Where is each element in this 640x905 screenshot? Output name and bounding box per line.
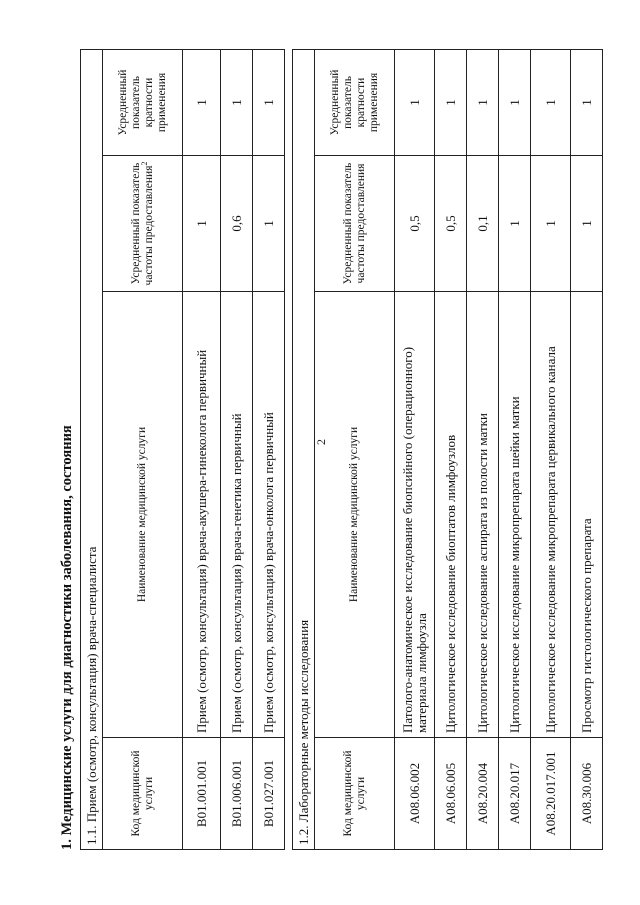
section-heading: 1. Медицинские услуги для диагностики заболевания, состояния [59,425,75,850]
multiplicity-value: 1 [183,49,221,155]
service-name: Прием (осмотр, консультация) врача-онколога первичный [253,292,285,738]
footnote-mark: 2 [139,161,149,166]
page-number: 2 [314,439,328,445]
table-row [221,49,253,849]
table-row [499,49,531,849]
service-code: B01.027.001 [253,738,285,850]
table-row [253,49,285,849]
header-code: Код медицинской услуги [315,738,395,850]
multiplicity-value: 1 [221,49,253,155]
service-name: Цитологическое исследование биоптатов лимфоузлов [435,292,467,738]
header-name: Наименование медицинской услуги [315,292,395,738]
service-name: Просмотр гистологического препарата [571,292,603,738]
table-consultations [80,49,285,850]
frequency-value: 0,5 [435,156,467,292]
header-frequency: Усредненный показатель частоты предоставления [315,156,395,292]
document-sheet [56,50,596,850]
service-code: A08.30.006 [571,738,603,850]
frequency-value: 1 [183,156,221,292]
header-multiplicity: Усредненный показатель кратности применения [315,49,395,155]
frequency-value: 1 [253,156,285,292]
table-row [435,49,467,849]
service-name: Прием (осмотр, консультация) врача-акушера-гинеколога первичный [183,292,221,738]
multiplicity-value: 1 [253,49,285,155]
frequency-value: 0,5 [395,156,435,292]
frequency-value: 1 [499,156,531,292]
service-code: B01.001.001 [183,738,221,850]
multiplicity-value: 1 [531,49,571,155]
header-frequency [103,156,183,292]
service-name: Патолого-анатомическое исследование биопсийного (операционного) материала лимфоузла [395,292,435,738]
service-code: A08.20.017.001 [531,738,571,850]
service-code: B01.006.001 [221,738,253,850]
multiplicity-value: 1 [571,49,603,155]
table-header-row [103,49,183,849]
service-name: Цитологическое исследование аспирата из полости матки [467,292,499,738]
service-code: A08.06.002 [395,738,435,850]
service-code: A08.20.004 [467,738,499,850]
table-laboratory [292,49,603,850]
header-frequency-text: Усредненный показатель частоты предоставления [129,162,155,286]
table-subtitle: 1.1. Прием (осмотр, консультация) врача-специалиста [81,49,103,849]
service-code: A08.20.017 [499,738,531,850]
table-row [395,49,435,849]
header-multiplicity: Усредненный показатель кратности применения [103,49,183,155]
table-header-row [315,49,395,849]
table-row [183,49,221,849]
header-code: Код медицинской услуги [103,738,183,850]
multiplicity-value: 1 [499,49,531,155]
service-code: A08.06.005 [435,738,467,850]
multiplicity-value: 1 [395,49,435,155]
table-row [531,49,571,849]
table-row [571,49,603,849]
frequency-value: 0,6 [221,156,253,292]
multiplicity-value: 1 [467,49,499,155]
table-subtitle: 1.2. Лабораторные методы исследования [293,49,315,849]
table-row [467,49,499,849]
service-name: Прием (осмотр, консультация) врача-генетика первичный [221,292,253,738]
header-name: Наименование медицинской услуги [103,292,183,738]
multiplicity-value: 1 [435,49,467,155]
frequency-value: 0,1 [467,156,499,292]
service-name: Цитологическое исследование микропрепарата цервикального канала [531,292,571,738]
frequency-value: 1 [571,156,603,292]
frequency-value: 1 [531,156,571,292]
service-name: Цитологическое исследование микропрепарата шейки матки [499,292,531,738]
